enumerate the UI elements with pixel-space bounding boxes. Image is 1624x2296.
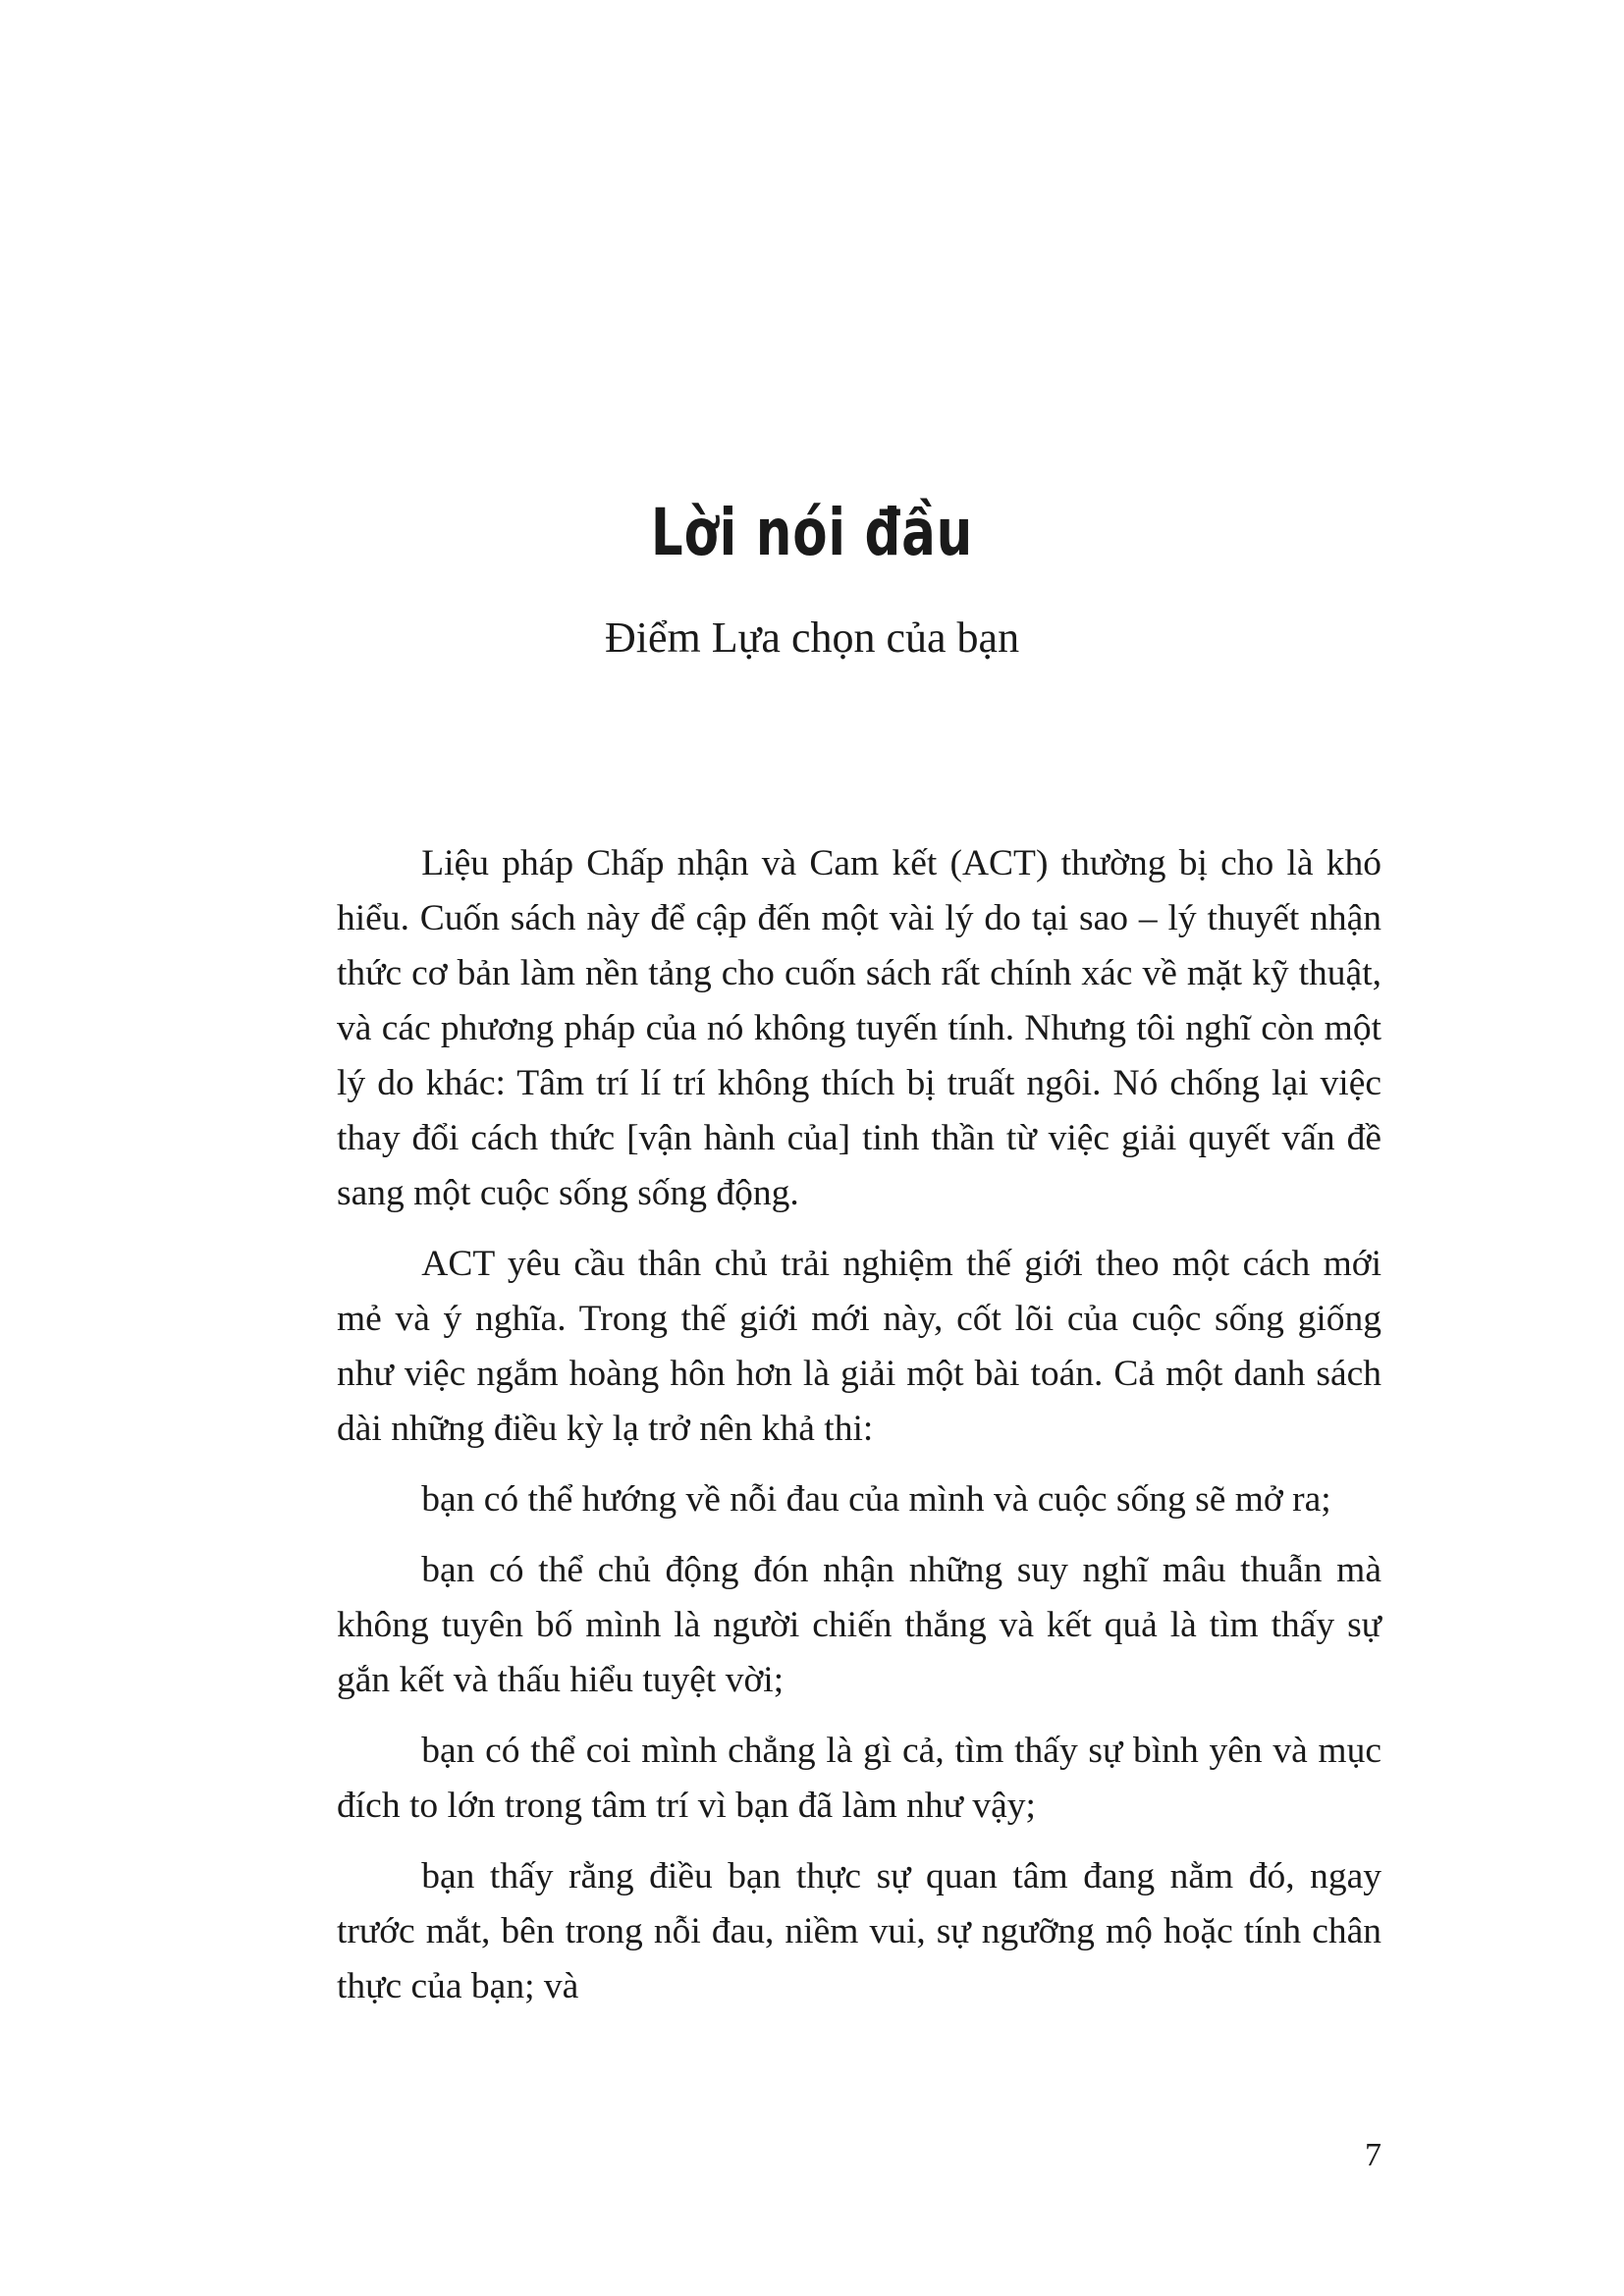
paragraph-2: ACT yêu cầu thân chủ trải nghiệm thế giới theo một cách mới mẻ và ý nghĩa. Trong thế giới mới này, cốt lõi của cuộc sống giống như việc ngắm hoàng hôn hơn là giải một bài toán. Cả một danh sách dài những điều kỳ lạ trở nên khả thi: [337, 1244, 1381, 1449]
list-item-1: bạn có thể hướng về nỗi đau của mình và cuộc sống sẽ mở ra; [421, 1479, 1331, 1520]
page-title: Lời nói đầu [650, 495, 974, 570]
list-item-3: bạn có thể coi mình chẳng là gì cả, tìm thấy sự bình yên và mục đích to lớn trong tâm trí vì bạn đã làm như vậy; [337, 1731, 1381, 1826]
list-item-4: bạn thấy rằng điều bạn thực sự quan tâm đang nằm đó, ngay trước mắt, bên trong nỗi đau, niềm vui, sự ngưỡng mộ hoặc tính chân thực của bạn; và [337, 1856, 1381, 2006]
page-number: 7 [1365, 2137, 1381, 2173]
paragraph-1: Liệu pháp Chấp nhận và Cam kết (ACT) thường bị cho là khó hiểu. Cuốn sách này để cập đến một vài lý do tại sao – lý thuyết nhận thức cơ bản làm nền tảng cho cuốn sách rất chính xác về mặt kỹ thuật, và các phương pháp của nó không tuyến tính. Nhưng tôi nghĩ còn một lý do khác: Tâm trí lí trí không thích bị truất ngôi. Nó chống lại việc thay đổi cách thức [vận hành của] tinh thần từ việc giải quyết vấn đề sang một cuộc sống sống động. [337, 843, 1381, 1213]
page-subtitle: Điểm Lựa chọn của bạn [604, 614, 1020, 662]
list-item-2: bạn có thể chủ động đón nhận những suy nghĩ mâu thuẫn mà không tuyên bố mình là người chiến thắng và kết quả là tìm thấy sự gắn kết và thấu hiểu tuyệt vời; [337, 1550, 1381, 1700]
body-text [337, 836, 1381, 2030]
